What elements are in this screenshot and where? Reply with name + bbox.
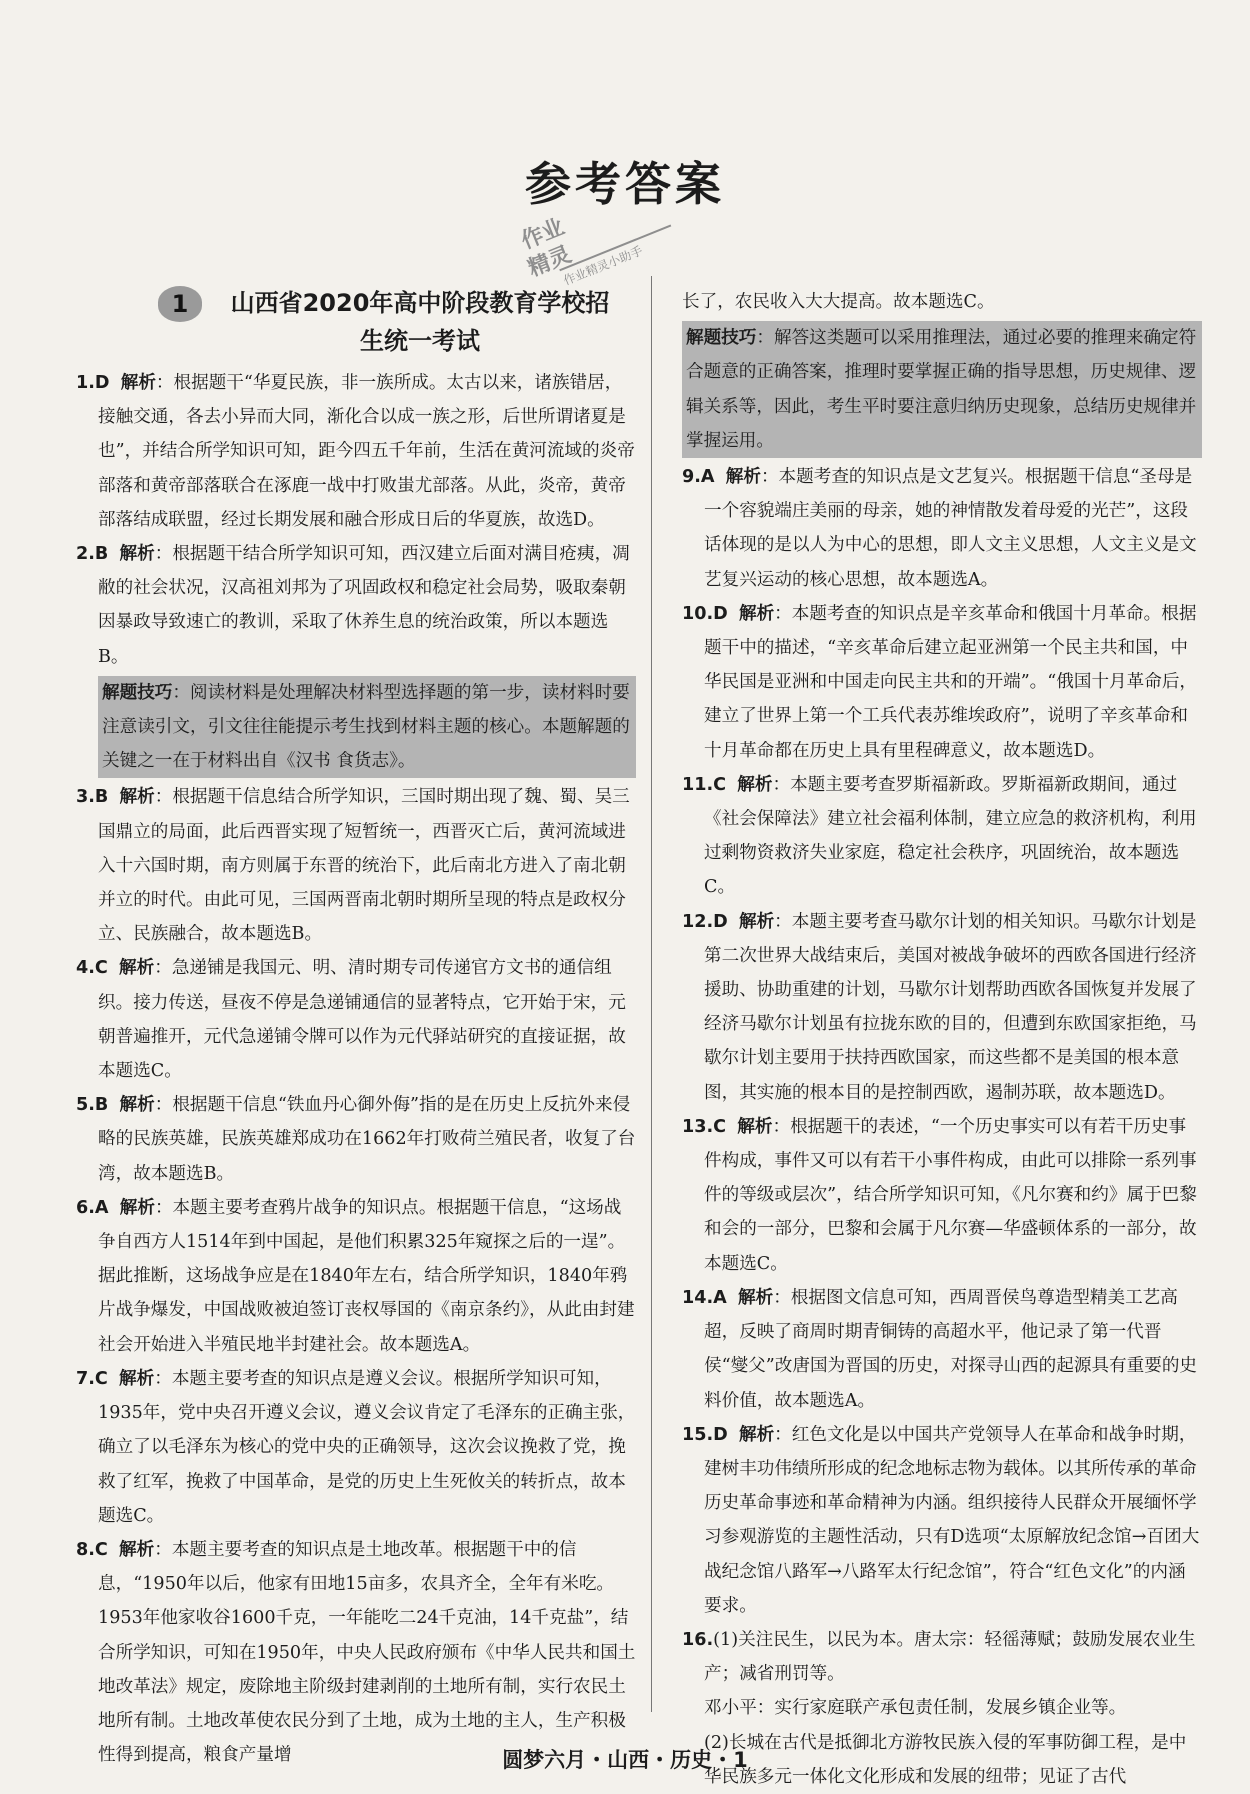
column-divider (651, 276, 652, 1712)
stamp-line-1: 作业 (517, 214, 569, 255)
answer-item: 2.B 解析：根据题干结合所学知识可知，西汉建立后面对满目疮痍，凋敝的社会状况，汉高祖刘邦为了巩固政权和稳定社会局势，吸取秦朝因暴政导致速亡的教训，采取了休养生息的统治政策，所以本题选B。 (76, 543, 630, 667)
continued-text: 长了，农民收入大大提高。故本题选C。 (682, 292, 995, 312)
answer-item: 11.C 解析：本题主要考查罗斯福新政。罗斯福新政期间，通过《社会保障法》建立社会福利体制，建立应急的救济机构，利用过剩物资救济失业家庭，稳定社会秩序，巩固统治，故本题选C。 (682, 773, 1197, 898)
page-footer: 圆梦六月・山西・历史・1 (502, 1748, 748, 1772)
answer-item: 1.D 解析：根据题干“华夏民族，非一族所成。太古以来，诸族错居，接触交通，各去小异而大同，渐化合以成一族之形，后世所谓诸夏是也”，并结合所学知识可知，距今四五千年前，生活在黄河流域的炎帝部落和黄帝部落联合在涿鹿一战中打败蚩尤部落。从此，炎帝，黄帝部落结成联盟，经过长期发展和融合形成日后的华夏族，故选D。 (76, 372, 635, 530)
page-title: 参考答案 (525, 157, 725, 211)
left-column (76, 366, 636, 1772)
stamp-line-3: 作业精灵小助手 (559, 224, 678, 288)
section-number-badge: 1 (158, 286, 202, 322)
section-header (150, 280, 630, 360)
answer-item: 3.B 解析：根据题干信息结合所学知识，三国时期出现了魏、蜀、吴三国鼎立的局面，此后西晋实现了短暂统一，西晋灭亡后，黄河流域进入十六国时期，南方则属于东晋的统治下，此后南北方进入了南北朝并立的时代。由此可见，三国两晋南北朝时期所呈现的特点是政权分立、民族融合，故本题选B。 (76, 786, 630, 945)
answer-item: 13.C 解析：根据题干的表述，“一个历史事实可以有若干历史事件构成，事件又可以有若干小事件构成，由此可以排除一系列事件的等级或层次”，结合所学知识可知，《凡尔赛和约》属于巴黎和会的一部分，巴黎和会属于凡尔赛—华盛顿体系的一部分，故本题选C。 (682, 1115, 1197, 1274)
answer-item: 10.D 解析：本题考查的知识点是辛亥革命和俄国十月革命。根据题干中的描述，“辛亥革命后建立起亚洲第一个民主共和国，中华民国是亚洲和中国走向民主共和的开端”。“俄国十月革命后，建立了世界上第一个工兵代表苏维埃政府”，说明了辛亥革命和十月革命都在历史上具有里程碑意义，故本题选D。 (682, 602, 1198, 761)
answer-item: 12.D 解析：本题主要考查马歇尔计划的相关知识。马歇尔计划是第二次世界大战结束后，美国对被战争破坏的西欧各国进行经济援助、协助重建的计划，马歇尔计划帮助西欧各国恢复并发展了经济马歇尔计划虽有拉拢东欧的目的，但遭到东欧国家拒绝，马歇尔计划主要用于扶持西欧国家，而这些都不是美国的根本意图，其实施的根本目的是控制西欧，遏制苏联，故本题选D。 (682, 910, 1197, 1103)
answer-item: 14.A 解析：根据图文信息可知，西周晋侯鸟尊造型精美工艺高超，反映了商周时期青铜铸的高超水平，他记录了第一代晋侯“燮父”改唐国为晋国的历史，对探寻山西的起源具有重要的史料价值，故本题选A。 (682, 1286, 1198, 1411)
answer-item: 6.A 解析：本题主要考查鸦片战争的知识点。根据题干信息，“这场战争自西方人1514年到中国起，是他们积累325年窥探之后的一逞”。据此推断，这场战争应是在1840年左右，结合所学知识，1840年鸦片战争爆发，中国战败被迫签订丧权辱国的《南京条约》，从此由封建社会开始进入半殖民地半封建社会。故本题选A。 (76, 1196, 635, 1355)
answer-item: 5.B 解析：根据题干信息“铁血丹心御外侮”指的是在历史上反抗外来侵略的民族英雄，民族英雄郑成功在1662年打败荷兰殖民者，收复了台湾，故本题选B。 (76, 1094, 636, 1184)
right-column (682, 285, 1202, 1794)
answer-item: 7.C 解析：本题主要考查的知识点是遵义会议。根据所学知识可知，1935年，党中央召开遵义会议，遵义会议肯定了毛泽东的正确主张，确立了以毛泽东为核心的党中央的正确领导，这次会议挽救了党，挽救了红军，挽救了中国革命，是党的历史上生死攸关的转折点，故本题选C。 (76, 1367, 636, 1526)
answer-continuation: 邓小平：实行家庭联产承包责任制，发展乡镇企业等。 (704, 1698, 1127, 1719)
answer-item: 9.A 解析：本题考查的知识点是文艺复兴。根据题干信息“圣母是一个容貌端庄美丽的母亲，她的神情散发着母爱的光芒”，这段话体现的是以人为中心的思想，即人文主义思想，人文主义是文艺复兴运动的核心思想，故本题选A。 (682, 466, 1197, 590)
answer-continuation: (2)长城在古代是抵御北方游牧民族入侵的军事防御工程，是中华民族多元一体化文化形成和发展的纽带；见证了古代 (704, 1732, 1187, 1787)
tip-box: 解题技巧：解答这类题可以采用推理法，通过必要的推理来确定符合题意的正确答案，推理时要掌握正确的指导思想，历史规律、逻辑关系等，因此，考生平时要注意归纳历史现象，总结历史规律并掌握运用。 (682, 321, 1202, 458)
answer-item: 16.(1)关注民生，以民为本。唐太宗：轻徭薄赋；鼓励发展农业生产；减省刑罚等。 (682, 1629, 1196, 1685)
answer-item: 8.C 解析：本题主要考查的知识点是土地改革。根据题干中的信息，“1950年以后，他家有田地15亩多，农具齐全，全年有米吃。1953年他家收谷1600千克，一年能吃二24千克油，14千克盐”，结合所学知识，可知在1950年，中央人民政府颁布《中华人民共和国土地改革法》规定，废除地主阶级封建剥削的土地所有制，实行农民土地所有制。土地改革使农民分到了土地，成为土地的主人，生产积极性得到提高，粮食产量增 (76, 1538, 636, 1766)
tip-box: 解题技巧：阅读材料是处理解决材料型选择题的第一步，读材料时要注意读引文，引文往往能提示考生找到材料主题的核心。本题解题的关键之一在于材料出自《汉书 食货志》。 (98, 676, 636, 779)
answer-item: 4.C 解析：急递铺是我国元、明、清时期专司传递官方文书的通信组织。接力传送，昼夜不停是急递铺通信的显著特点，它开始于宋，元朝普遍推开，元代急递铺令牌可以作为元代驿站研究的直接证据，故本题选C。 (76, 957, 626, 1082)
stamp-line-2: 精灵 (524, 242, 575, 282)
answer-item: 15.D 解析：红色文化是以中国共产党领导人在革命和战争时期，建树丰功伟绩所形成的纪念地标志物为载体。以其所传承的革命历史革命事迹和革命精神为内涵。组织接待人民群众开展缅怀学习参观游览的主题性活动，只有D选项“太原解放纪念馆→百团大战纪念馆八路军→八路军太行纪念馆”，符合“红色文化”的内涵要求。 (682, 1423, 1200, 1616)
section-title: 山西省2020年高中阶段教育学校招生统一考试 (230, 289, 610, 355)
